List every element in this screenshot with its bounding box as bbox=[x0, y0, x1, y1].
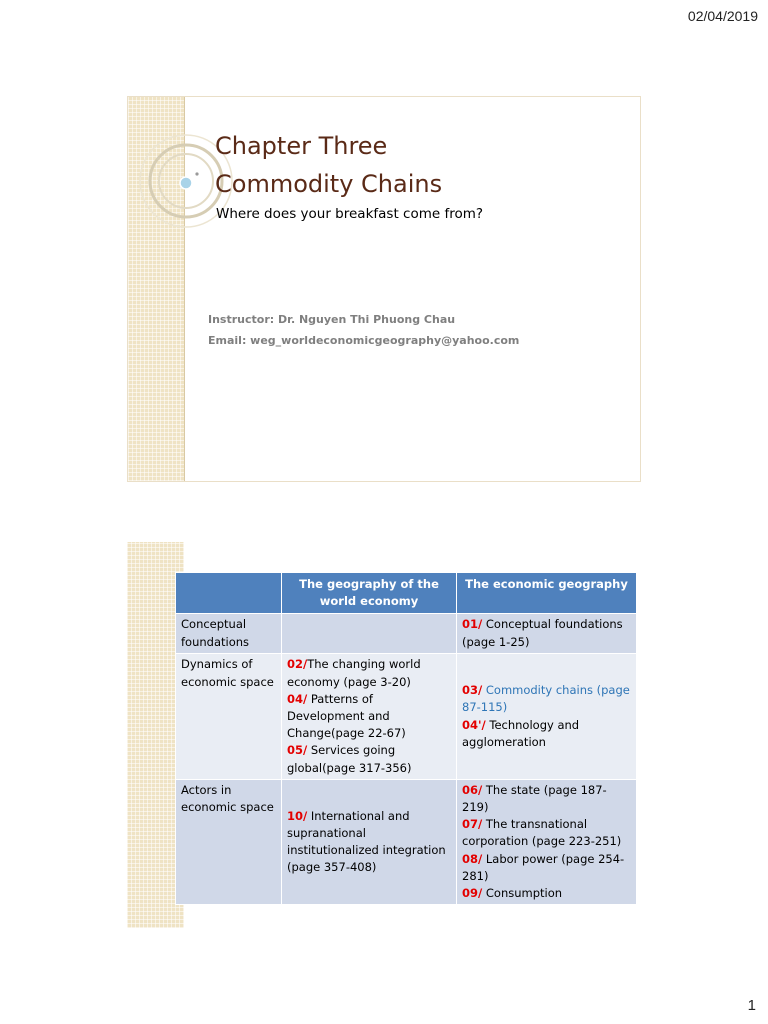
page-number: 1 bbox=[747, 997, 756, 1014]
item-number: 10/ bbox=[287, 808, 308, 823]
course-outline-table bbox=[175, 572, 637, 905]
slide-subtitle: Where does your breakfast come from? bbox=[216, 206, 484, 222]
item-text: Technology and agglomeration bbox=[462, 717, 580, 749]
title-line-2: Commodity Chains bbox=[215, 170, 443, 198]
item-text: The transnational corporation (page 223-251) bbox=[462, 817, 622, 849]
header-cell-economic-geography: The economic geography bbox=[457, 573, 637, 614]
table-slide bbox=[127, 542, 641, 928]
title-line-1: Chapter Three bbox=[215, 132, 388, 160]
item-text-highlighted: Commodity chains (page 87-115) bbox=[462, 683, 630, 715]
header-cell-world-economy: The geography of the world economy bbox=[282, 573, 457, 614]
table-cell bbox=[457, 614, 637, 654]
table-cell bbox=[457, 779, 637, 904]
item-text: The changing world economy (page 3-20) bbox=[287, 657, 421, 689]
item-text: Conceptual foundations (page 1-25) bbox=[462, 617, 623, 649]
row-label: Conceptual foundations bbox=[176, 614, 282, 654]
instructor-text: Instructor: Dr. Nguyen Thi Phuong Chau bbox=[208, 313, 456, 326]
item-text: Services going global(page 317-356) bbox=[287, 743, 412, 775]
table-cell bbox=[282, 614, 457, 654]
table-row bbox=[176, 779, 637, 904]
print-date: 02/04/2019 bbox=[687, 8, 758, 24]
row-label: Actors in economic space bbox=[176, 779, 282, 904]
item-text: Labor power (page 254-281) bbox=[462, 851, 625, 883]
item-number: 07/ bbox=[462, 817, 483, 832]
item-number: 04'/ bbox=[462, 717, 486, 732]
title-slide bbox=[127, 96, 641, 482]
item-number: 06/ bbox=[462, 782, 483, 797]
item-number: 08/ bbox=[462, 851, 483, 866]
item-text: Consumption bbox=[482, 886, 563, 901]
item-text: International and supranational institutionalized integration (page 357-408) bbox=[287, 808, 446, 875]
item-number: 02/ bbox=[287, 657, 308, 672]
row-label: Dynamics of economic space bbox=[176, 654, 282, 779]
header-cell-empty bbox=[176, 573, 282, 614]
item-text: The state (page 187-219) bbox=[462, 782, 607, 815]
item-number: 01/ bbox=[462, 617, 483, 632]
item-number: 05/ bbox=[287, 743, 308, 758]
table-row bbox=[176, 614, 637, 654]
table-header-row bbox=[176, 573, 637, 614]
email-text: Email: weg_worldeconomicgeography@yahoo.com bbox=[208, 334, 520, 347]
table-cell bbox=[282, 654, 457, 779]
item-number: 04/ bbox=[287, 691, 308, 706]
item-text: Patterns of Development and Change(page 22-67) bbox=[287, 691, 406, 741]
item-number: 09/ bbox=[462, 886, 483, 901]
slide-title bbox=[215, 127, 442, 203]
table-cell bbox=[457, 654, 637, 779]
table-cell bbox=[282, 779, 457, 904]
item-number: 03/ bbox=[462, 683, 483, 698]
table-row bbox=[176, 654, 637, 779]
